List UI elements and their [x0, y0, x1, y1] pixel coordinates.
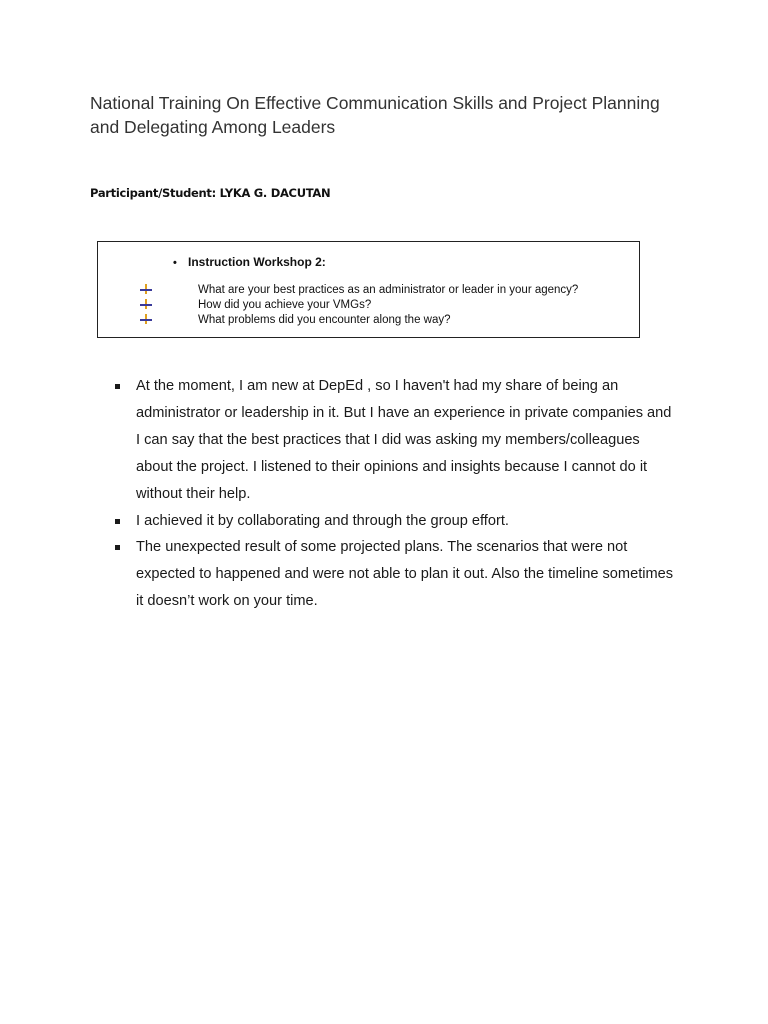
question-text: What are your best practices as an administrator or leader in your agency?	[198, 284, 579, 296]
answer-item	[114, 373, 674, 508]
document-title: National Training On Effective Communication Skills and Project Planning and Delegating Among Leaders	[90, 93, 660, 137]
square-bullet-icon	[115, 519, 120, 524]
question-item	[140, 283, 578, 298]
answer-item	[114, 508, 674, 535]
workshop-heading-text: Instruction Workshop 2:	[188, 255, 326, 269]
arrow-bullet-icon	[140, 284, 152, 294]
workshop-heading	[173, 255, 326, 269]
instruction-box	[97, 241, 640, 338]
question-list	[140, 283, 578, 328]
answer-text: At the moment, I am new at DepEd , so I haven't had my share of being an administrator or leadership in it. But I have an experience in private companies and I can say that the best practices that I did was asking my members/colleagues about the project. I listened to their opinions and insights because I cannot do it without their help.	[136, 378, 672, 502]
answer-item	[114, 534, 674, 615]
question-text: How did you achieve your VMGs?	[198, 299, 372, 311]
answer-text: The unexpected result of some projected plans. The scenarios that were not expected to happened and were not able to plan it out. Also the timeline sometimes it doesn’t work on your time.	[136, 539, 674, 610]
question-item	[140, 298, 578, 313]
participant-name: Participant/Student: LYKA G. DACUTAN	[90, 186, 331, 200]
answer-list	[114, 373, 674, 615]
square-bullet-icon	[115, 545, 120, 550]
answer-text: I achieved it by collaborating and through the group effort.	[136, 512, 509, 529]
question-item	[140, 313, 578, 328]
square-bullet-icon	[115, 384, 120, 389]
bullet-icon: •	[173, 257, 177, 269]
arrow-bullet-icon	[140, 299, 152, 309]
question-text: What problems did you encounter along the way?	[198, 314, 451, 326]
arrow-bullet-icon	[140, 314, 152, 324]
